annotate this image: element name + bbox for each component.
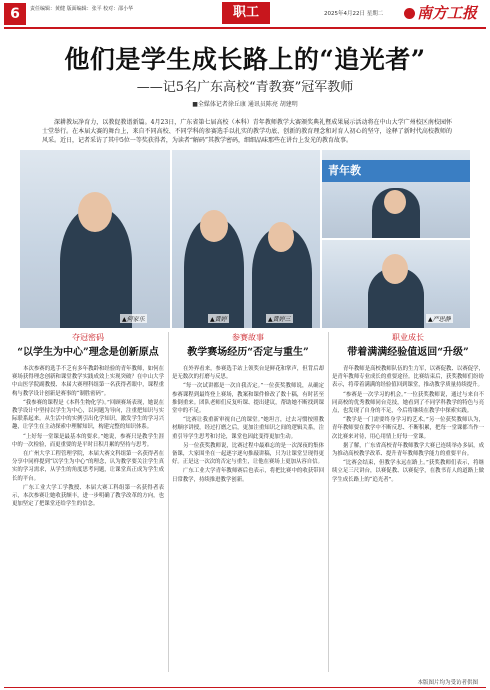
column-divider xyxy=(168,332,169,672)
paragraph: 据了解，广东省高校青年教师教学大赛已连续举办多届，成为推动高校教学改革、提升青年教师教学能力的重要平台。 xyxy=(332,442,484,458)
byline: ■全媒体记者徐丘康 通讯员陈亮 胡建明 xyxy=(192,101,298,108)
paragraph: “每一次试讲都是一次自我否定。”一位获奖教师说，从确定参赛课程到最终登上赛场，教案和课件修改了数十稿，有时甚至推倒重来。团队老师们反复听课、提出建议，帮助她不断找到课堂中的不足。 xyxy=(172,383,324,415)
paragraph: 广东工业大学工学教授、本届大赛工科组第一名获得者表示，本次参赛让她收获颇丰，进一步明确了教学改革的方向，也更加坚定了把课堂还给学生的信念。 xyxy=(12,484,164,508)
article-column-2 xyxy=(172,332,324,672)
paragraph: 青年教师是高校教师队伍的生力军，以赛促教、以赛促学，是青年教师专业成长的重要途径。比赛结束后，获奖教师们纷纷表示，将带着满满的经验值回到课堂，推动教学质量持续提升。 xyxy=(332,366,484,389)
paragraph: 在外界看来，参赛选手站上领奖台是鲜花和掌声，但背后却是无数次的打磨与反思。 xyxy=(172,366,324,381)
photo-left xyxy=(20,150,170,328)
paragraph: “我参赛的课程是《本科生物化学》。”回顾赛场表现，她说在教学设计中坚持以学生为中心，以问题为导向，注重把知识与实际联系起来。从生活中的实例引出化学知识，激发学生的学习兴趣，让学生在主动探索中理解知识，构建完整的知识体系。 xyxy=(12,399,164,431)
column-kicker: 参赛故事 xyxy=(232,333,264,342)
photo-right-bottom xyxy=(322,240,470,328)
subheadline: ——记5名广东高校“青教赛”冠军教师 xyxy=(136,80,354,95)
column-kicker: 夺冠密码 xyxy=(72,333,104,342)
top-divider xyxy=(4,27,486,29)
column-title: 教学赛场经历“否定与重生” xyxy=(187,347,309,358)
page-number: 6 xyxy=(4,3,26,25)
newspaper-logo xyxy=(404,2,477,23)
column-title: 带着满满经验值返回“升级” xyxy=(347,347,469,358)
column-divider xyxy=(328,332,329,672)
intro-paragraph: 深耕教坛净育力，以教促教谱新篇。4月23日，广东省第七届高校（本科）青年教师教学大赛颁奖典礼暨成果展示活动将在中山大学广州校区南校园怀士堂举行。在本届大赛的舞台上，来自不同高校、不同学科的参赛选手以扎实的教学功底、创新的教育理念和对育人初心的坚守，诠释了新时代高校教师的风采。近日，记者采访了其中5位一等奖获得者，为读者“解码”其教学密码，细细品味那些在讲台上发光的教育故事。 xyxy=(42,119,452,144)
column-body xyxy=(172,365,324,484)
photo-collage xyxy=(20,150,470,330)
issue-date: 2025年4月22日 星期二 xyxy=(324,11,384,17)
paragraph: “比赛让我重新审视自己的课堂。”她坦言，过去习惯按照教材顺序讲授，经过打磨之后，更加注重知识之间的逻辑关系，注重引导学生思考和讨论，课堂也因此变得更加生动。 xyxy=(172,417,324,440)
photo-credit: 本版图片均为受访者供图 xyxy=(417,680,478,686)
photo-caption: ▲黄婷三 xyxy=(268,316,291,323)
editor-credits: 责任编辑：黄健 版面编辑：张平 校对：邵小华 xyxy=(30,6,134,12)
paragraph: 另一位获奖教师说，比赛过程中最难忘的是一次深夜的集体备课，大家围坐在一起逐字逐句推敲讲稿，只为让课堂呈现得更好。正是这一次次的否定与重生，让他在赛场上更加从容自信。 xyxy=(172,442,324,466)
event-banner: 青年教 xyxy=(322,160,470,182)
photo-caption: ▲黄婷 xyxy=(210,316,227,323)
column-title: “以学生为中心”理念是创新原点 xyxy=(17,347,159,358)
article-column-1 xyxy=(12,332,164,672)
photo-caption: ▲何家乐 xyxy=(122,316,145,323)
paragraph: “比赛会结束，但教学永远在路上。”获奖教师们表示，将继续立足三尺讲台，以赛促教、以赛促学，在教书育人的道路上做学生成长路上的“追光者”。 xyxy=(332,460,484,483)
photo-caption: ▲严思静 xyxy=(428,316,451,323)
masthead xyxy=(0,0,490,28)
paragraph: “参赛是一次学习的机会。”一位获奖教师说，通过与来自不同高校的优秀教师同台竞技，她看到了不同学科教学的特色与亮点，也发现了自身的不足，今后将继续在教学中探索实践。 xyxy=(332,391,484,415)
paragraph: “教学是一门需要终身学习的艺术。”另一位获奖教师认为，青年教师要在教学中不断反思、不断积累，把每一堂课都当作一次比赛来对待，用心用情上好每一堂课。 xyxy=(332,417,484,440)
paragraph: 本次参赛的选手不乏有多年教龄和经验的青年教师，如何在赛场获得理念创新和课堂教学实践成效上实现突破？在中山大学中山医学院副教授、本届大赛理科组第一名获得者眼中，课程重构与教学设计创新是赛事的“制胜密码”。 xyxy=(12,366,164,397)
paragraph: “上好每一堂课是最基本的要求。”她说，参赛只是教学生涯中的一次检验，而更重要的是平时日积月累的坚持与思考。 xyxy=(12,433,164,448)
paragraph: 在广州大学工程管理学院，本届大赛文科组第一名获得者在分享中同样提到“以学生为中心”的理念，认为教学要关注学生真实的学习需求，从学生的角度思考问题，让课堂真正成为学生成长的平台。 xyxy=(12,451,164,482)
photo-center-large xyxy=(172,150,320,328)
logo-mark-icon xyxy=(404,8,415,19)
section-label: 职工 xyxy=(222,2,270,24)
paragraph: 广东工业大学青年教师赛后也表示，将把比赛中的收获带回日常教学，持续推进教学创新。 xyxy=(172,468,324,483)
logo-text: 南方工报 xyxy=(417,4,478,22)
column-body xyxy=(12,365,164,508)
article-column-3 xyxy=(332,332,484,672)
column-kicker: 职业成长 xyxy=(392,333,424,342)
headline: 他们是学生成长路上的“追光者” xyxy=(64,45,426,74)
photo-right-top xyxy=(322,150,470,238)
bottom-divider xyxy=(4,687,486,688)
column-body xyxy=(332,365,484,484)
